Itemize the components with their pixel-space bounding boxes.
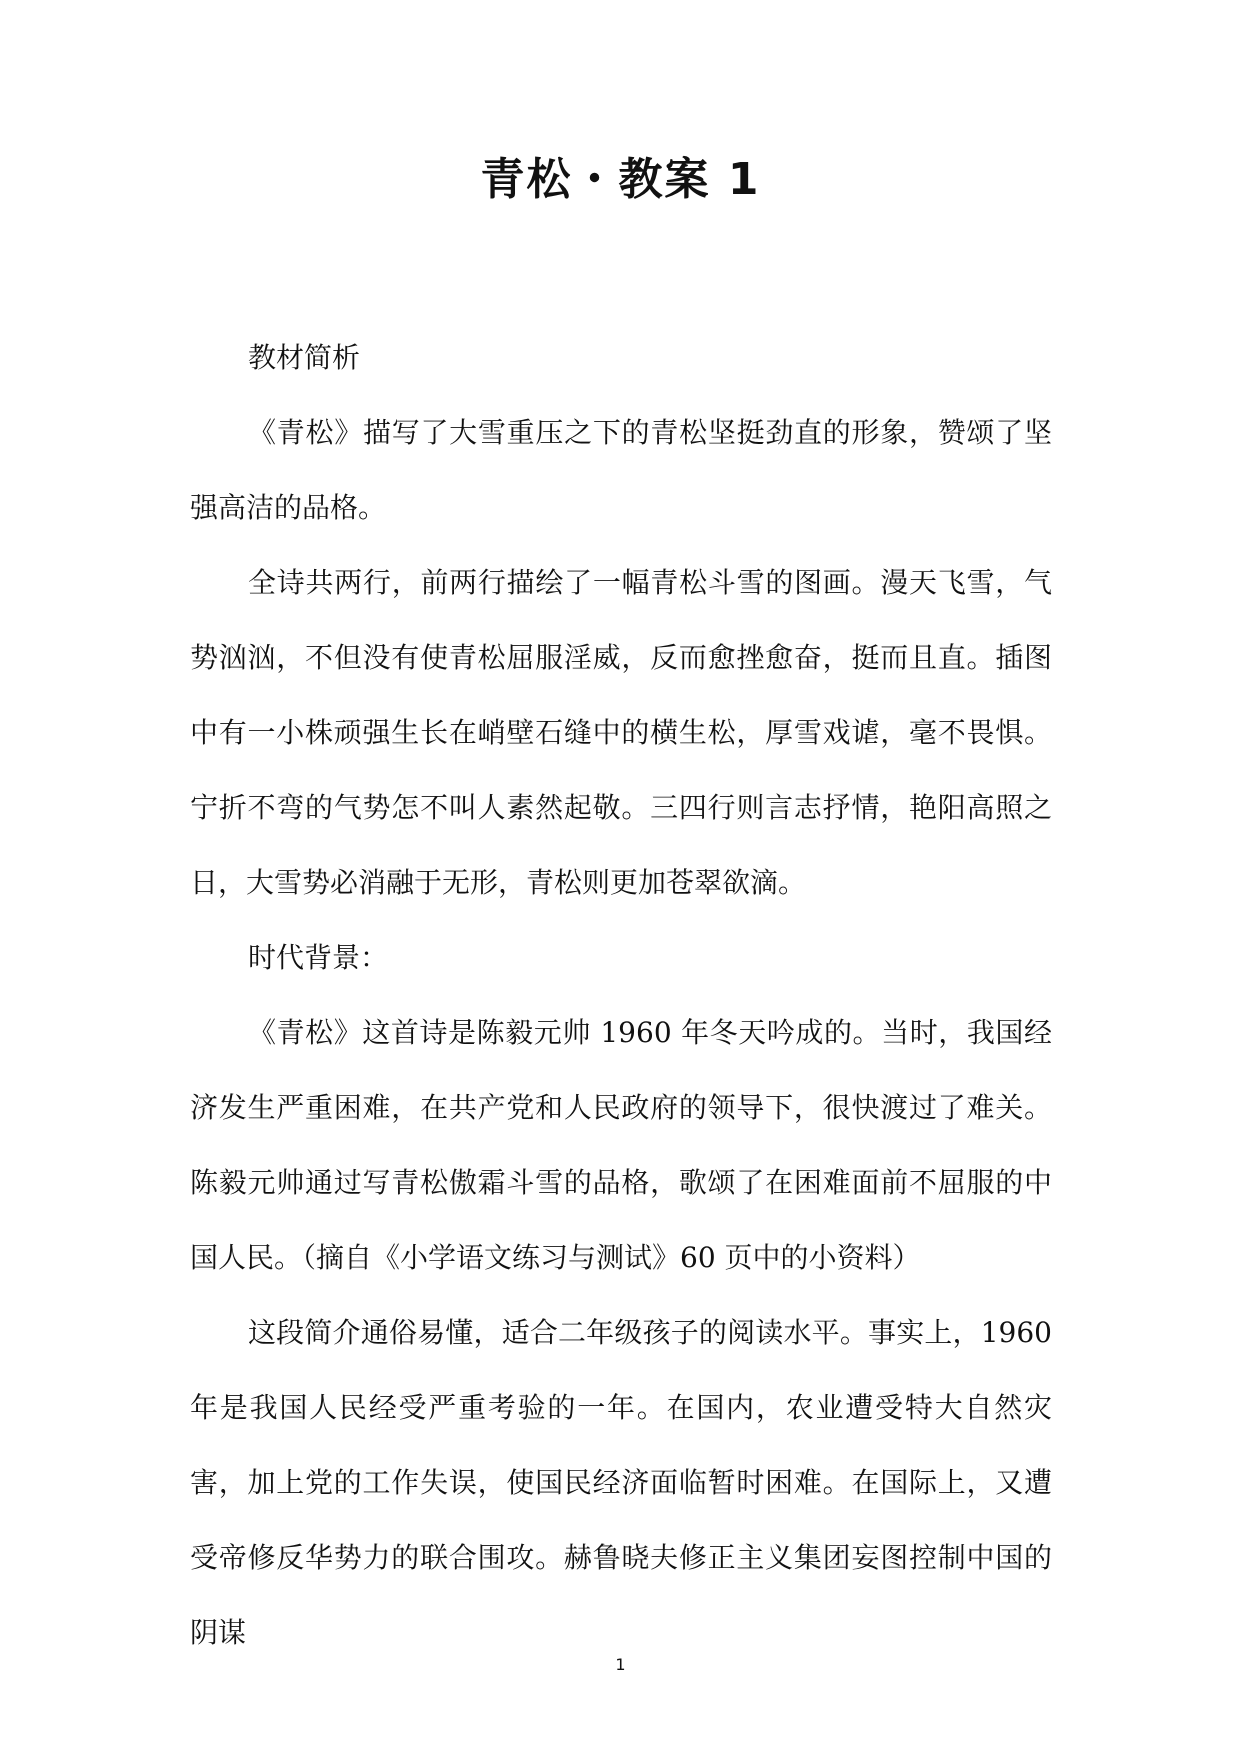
section-heading-material-analysis: 教材简析 <box>248 341 361 374</box>
paragraph-commentary: 这段简介通俗易懂，适合二年级孩子的阅读水平。事实上，1960年是我国人民经受严重考验的一年。在国内，农业遭受特大自然灾害，加上党的工作失误，使国民经济面临暂时困难。在国际上，又遭受帝修反华势力的联合围攻。赫鲁晓夫修正主义集团妄图控制中国的阴谋 <box>190 1316 1052 1649</box>
page-number: 1 <box>615 1655 626 1674</box>
document-body <box>190 320 1052 1670</box>
paragraph-poem-analysis: 全诗共两行，前两行描绘了一幅青松斗雪的图画。漫天飞雪，气势汹汹，不但没有使青松屈服淫威，反而愈挫愈奋，挺而且直。插图中有一小株顽强生长在峭壁石缝中的横生松，厚雪戏谑，毫不畏惧。宁折不弯的气势怎不叫人素然起敬。三四行则言志抒情，艳阳高照之日，大雪势必消融于无形，青松则更加苍翠欲滴。 <box>190 566 1052 899</box>
section-heading-background: 时代背景： <box>248 941 389 974</box>
paragraph-poem-summary: 《青松》描写了大雪重压之下的青松坚挺劲直的形象，赞颂了坚强高洁的品格。 <box>190 416 1052 524</box>
paragraph-background: 《青松》这首诗是陈毅元帅 1960 年冬天吟成的。当时，我国经济发生严重困难，在共产党和人民政府的领导下，很快渡过了难关。陈毅元帅通过写青松傲霜斗雪的品格，歌颂了在困难面前不屈服的中国人民。（摘自《小学语文练习与测试》60 页中的小资料） <box>190 1016 1052 1274</box>
document-title: 青松・教案 1 <box>480 154 761 205</box>
